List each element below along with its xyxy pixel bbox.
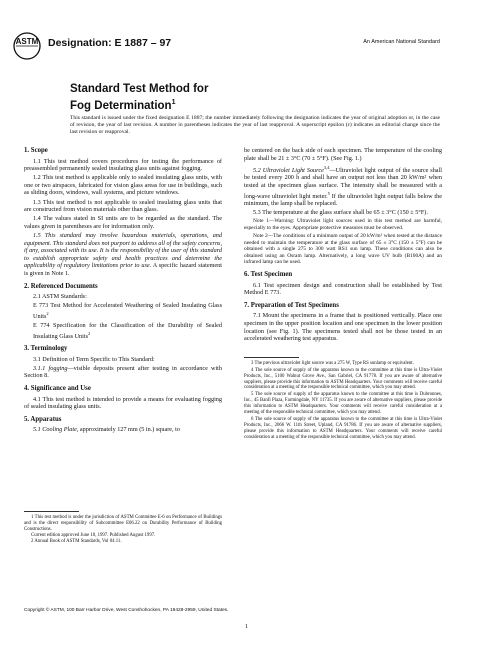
footnote-1: 1 This test method is under the jurisdiction of ASTM Committee E-6 on Performance of Buildings and is the direct responsibility of Subcommittee E06.22 on Durability Performance of Building Constructions. — [24, 515, 222, 532]
footnote-6: 6 The sole source of supply of the apparatus known to the committee at this time is Ultra-Violet Products, Inc., 2066 W. 11th Street, Upland, CA 91786. If you are aware of alternative suppliers, please provide this information to ASTM Headquarters. Your comments will receive careful consideration at a meeting of the responsible technical committee, which you may attend. — [244, 416, 442, 440]
paragraph-1-3: 1.3 This test method is not applicable to sealed insulating glass units that are constructed from vision materials other than glass. — [24, 198, 222, 214]
reference-e773: E 773 Test Method for Accelerated Weathering of Sealed Insulating Glass Units$^2$ — [33, 302, 222, 320]
issuance-notice: This standard is issued under the fixed designation E 1887; the number immediately following the designation indicates the year of original adoption or, in the case of revision, the year of last revision. A number in parentheses indicates the year of last reapproval. A superscript epsilon (ε) indicates an editorial change since the last revision or reapproval. — [70, 115, 440, 135]
note-1: Note 1—Warning: Ultraviolet light sources used in this test method are harmful, especially to the eyes. Appropriate protective measures must be observed. — [244, 218, 442, 231]
reference-e774: E 774 Specification for the Classification of the Durability of Sealed Insulating Glass Units$^2$ — [33, 321, 222, 340]
section-heading-referenced-documents: 2. Referenced Documents — [24, 282, 98, 290]
paragraph-5-2: 5.2 Ultraviolet Light Source$^{3,4}$—Ultraviolet light output of the source shall be tested every 200 h and shall have an output not less than 20 kW/m² when tested at the specimen glass surface. The intensity shall be measured with a long-wave ultraviolet light meter.$^5$ If the ultraviolet light output falls below the minimum, the lamp shall be replaced. — [244, 164, 442, 208]
paragraph-1-1: 1.1 This test method covers procedures for testing the performance of preassembled permanently sealed insulating glass units against fogging. — [24, 157, 222, 173]
paragraph-1-5: 1.5 This standard may involve hazardous materials, operations, and equipment. This standard does not purport to address all of the safety concerns, if any, associated with its use. It is the responsibility of the user of this standard to establish appropriate safety and health practices and determine the applicability of regulatory limitations prior to use. A specific hazard statement is given in Note 1. — [24, 231, 222, 277]
paragraph-4-1: 4.1 This test method is intended to provide a means for evaluating fogging of sealed insulating glass units. — [24, 395, 222, 411]
section-heading-terminology: 3. Terminology — [24, 345, 68, 353]
footnote-divider — [24, 511, 79, 512]
title-line-1: Standard Test Method for — [70, 83, 209, 95]
american-national-standard-label: An American National Standard — [363, 39, 440, 45]
title-line-2: Fog Determination$^1$ — [70, 99, 176, 112]
paragraph-3-1: 3.1 Definition of Term Specific to This Standard: — [33, 355, 155, 363]
left-footnotes — [24, 511, 222, 545]
section-heading-apparatus: 5. Apparatus — [24, 415, 62, 423]
paragraph-7-1: 7.1 Mount the specimens in a frame that is positioned vertically. Place one specimen in the upper position location and one specimen in the lower position location (see Fig. 1). The specimens tested shall not be those tested in an accelerated weathering test apparatus. — [244, 312, 442, 343]
paragraph-5-1: 5.1 Cooling Plate, approximately 127 mm (5 in.) square, to — [33, 426, 180, 434]
footnote-2: 2 Annual Book of ASTM Standards, Vol 04.11. — [31, 539, 122, 544]
document-title — [70, 82, 208, 113]
footnote-divider — [244, 357, 299, 358]
note-2: Note 2—The conditions of a minimum output of 20 kW/m² when tested at the distance needed to maintain the temperature at the glass surface of 65 ± 3°C (150 ± 5°F) can be obtained with a single 275 to 300 watt RS1 sun lamp. These conditions can also be obtained using an Osram lamp. Alternatively, a long wave UV bulb (B100A) and an infrared lamp can be used. — [244, 233, 442, 266]
title-footnote-marker: 1 — [171, 99, 176, 106]
astm-logo-icon — [13, 31, 41, 61]
section-heading-significance: 4. Significance and Use — [24, 385, 91, 393]
section-heading-scope: 1. Scope — [24, 147, 48, 154]
paragraph-3-1-1: 3.1.1 fogging—visible deposits present after testing in accordance with Section 8. — [24, 364, 222, 380]
paragraph-1-2: 1.2 This test method is applicable only to sealed insulating glass units, with one or two airspaces, fabricated for vision glass areas for use in buildings, such as sliding doors, windows, wall systems, and picture windows. — [24, 174, 222, 197]
footnote-5: 5 The sole source of supply of the apparatus known to the committee at this time is Dubronnes, Inc., 45 Banfi Plaza, Farmingdale, NY 11735. If you are aware of alternative suppliers, please provide this information to ASTM Headquarters. Your comments will receive careful consideration at a meeting of the responsible technical committee, which you may attend. — [244, 392, 442, 416]
left-column — [24, 147, 222, 436]
svg-text:ASTM: ASTM — [15, 37, 39, 46]
paragraph-6-1: 6.1 Test specimen design and construction shall be established by Test Method E 773. — [244, 281, 442, 297]
designation: Designation: E 1887 – 97 — [48, 37, 172, 49]
paragraph-5-3: 5.3 The temperature at the glass surface shall be 65 ± 3°C (150 ± 5°F). — [253, 209, 428, 217]
paragraph-1-4: 1.4 The values stated in SI units are to be regarded as the standard. The values given in parentheses are for information only. — [24, 215, 222, 230]
section-heading-test-specimen: 6. Test Specimen — [244, 271, 293, 279]
copyright-line: Copyright © ASTM, 100 Barr Harbor Drive, West Conshohocken, PA 19428-2959, United States. — [24, 608, 229, 613]
paragraph-5-1-continued: be centered on the back side of each specimen. The temperature of the cooling plate shall be 21 ± 3°C (70 ± 5°F). (See Fig. 1.) — [244, 147, 442, 162]
footnote-4: 4 The sole source of supply of the apparatus known to the committee at this time is Ultra-Violet Products, Inc., 5100 Walnut Grove Ave., San Gabriel, CA 91778. If you are aware of alternative suppliers, please provide this information to ASTM Headquarters. Your comments will receive careful consideration at a meeting of the responsible technical committee, which you may attend. — [244, 367, 442, 391]
right-column — [244, 147, 442, 442]
footnote-3: 3 The previous ultraviolet light source was a 275 W, Type RS sunlamp or equivalent. — [251, 360, 414, 366]
page-number: 1 — [245, 624, 248, 630]
section-heading-preparation: 7. Preparation of Test Specimens — [244, 301, 339, 309]
paragraph-2-1: 2.1 ASTM Standards: — [33, 293, 87, 301]
footnote-1-edition: Current edition approved June 10, 1997. Published August 1997. — [31, 533, 156, 538]
